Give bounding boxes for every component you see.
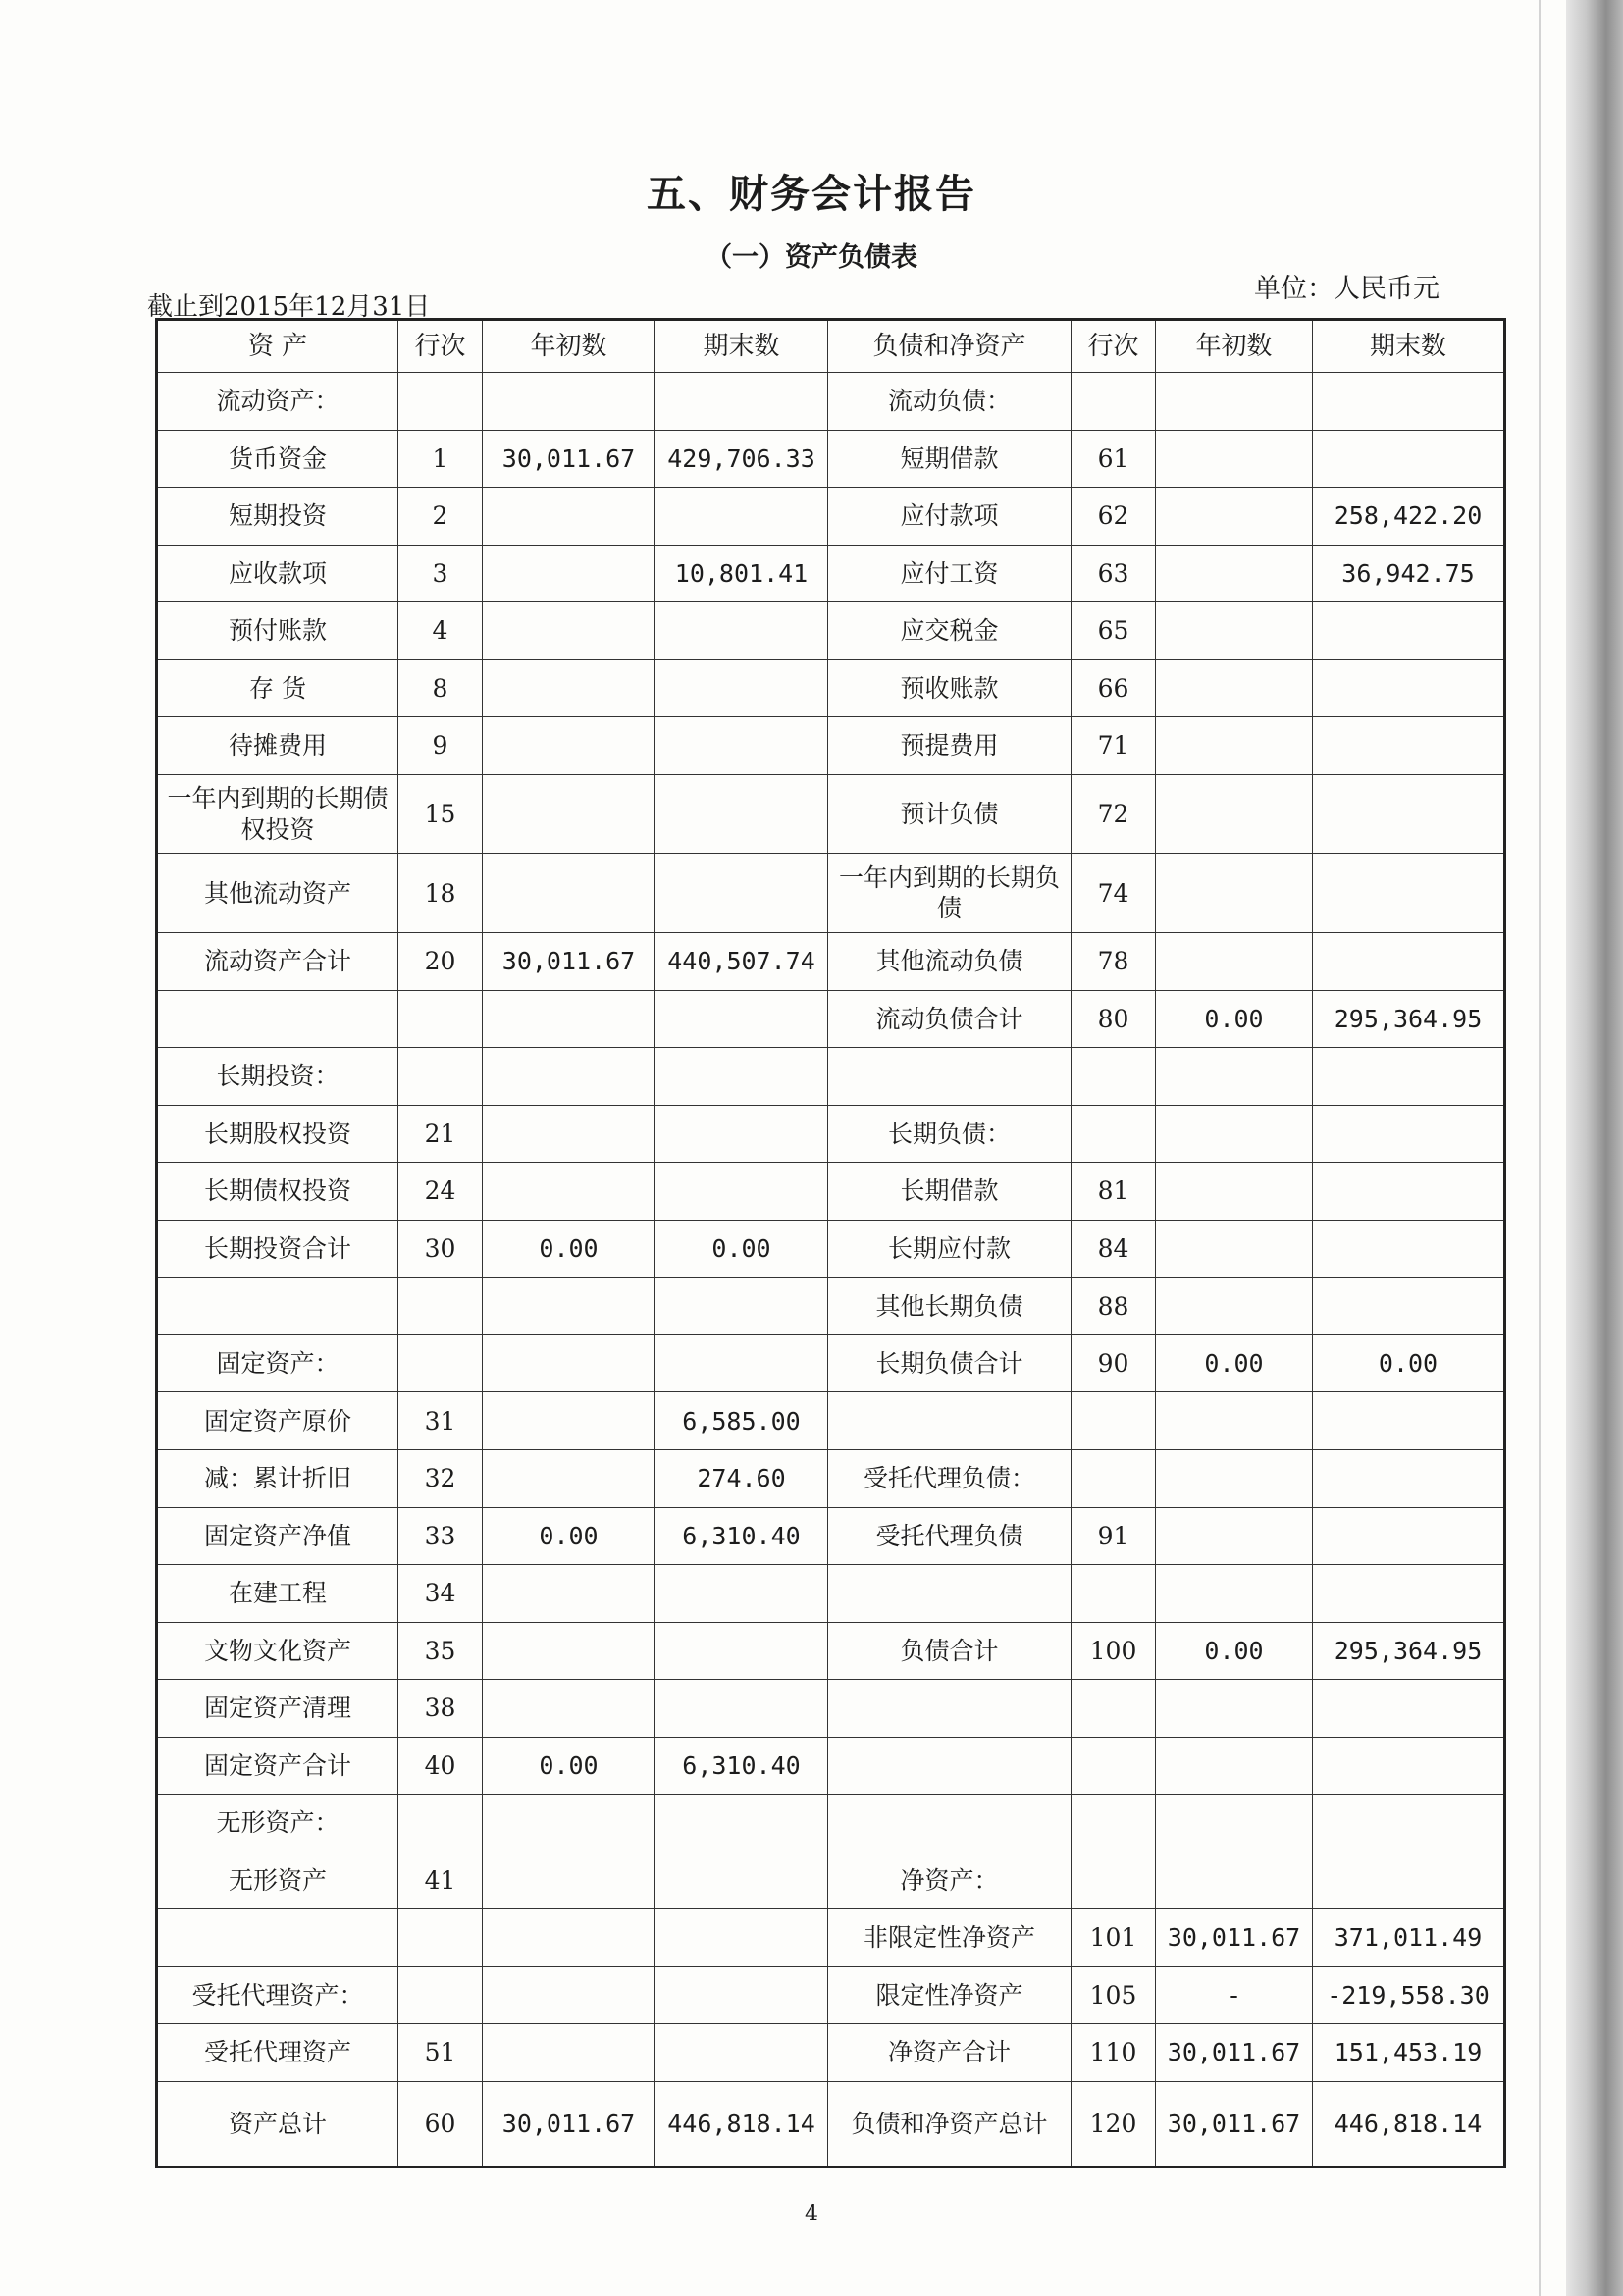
liability-line: [1072, 1852, 1156, 1909]
table-row: [157, 373, 1505, 431]
liability-start-value: [1156, 1278, 1313, 1335]
report-title: 五、财务会计报告: [647, 172, 976, 217]
balance-sheet-table: [155, 318, 1506, 2168]
liability-name: 其他流动负债: [828, 933, 1072, 991]
table-row: [157, 1450, 1505, 1508]
asset-line: 9: [398, 717, 483, 775]
asset-start-value: 30,011.67: [483, 2081, 655, 2166]
asset-end-value: [655, 1163, 828, 1221]
asset-name: 货币资金: [157, 430, 398, 488]
asset-line: 41: [398, 1852, 483, 1909]
asset-line: 1: [398, 430, 483, 488]
liability-start-value: [1156, 488, 1313, 546]
liability-line: 65: [1072, 602, 1156, 660]
currency-unit: 单位：人民币元: [1254, 274, 1440, 304]
table-row: [157, 545, 1505, 602]
liability-start-value: [1156, 659, 1313, 717]
liability-end-value: [1313, 1795, 1505, 1852]
asset-end-value: [655, 1909, 828, 1967]
liability-start-value: [1156, 1105, 1313, 1163]
liability-line: [1072, 373, 1156, 431]
liability-line: 74: [1072, 854, 1156, 933]
liability-end-value: [1313, 717, 1505, 775]
asset-start-value: [483, 1966, 655, 2024]
asset-name: 一年内到期的长期债权投资: [157, 774, 398, 854]
table-row: [157, 990, 1505, 1048]
table-row: [157, 659, 1505, 717]
table-row: [157, 933, 1505, 991]
asset-start-value: [483, 2024, 655, 2082]
asset-name: 受托代理资产：: [157, 1966, 398, 2024]
liability-end-value: -219,558.30: [1313, 1966, 1505, 2024]
asset-end-value: [655, 1565, 828, 1623]
liability-start-value: 0.00: [1156, 1334, 1313, 1392]
liability-start-value: [1156, 1852, 1313, 1909]
asset-line: 21: [398, 1105, 483, 1163]
asset-name: 长期债权投资: [157, 1163, 398, 1221]
table-row: [157, 1392, 1505, 1450]
asset-end-value: [655, 1795, 828, 1852]
liability-start-value: 0.00: [1156, 990, 1313, 1048]
asset-end-value: [655, 774, 828, 854]
asset-end-value: [655, 1048, 828, 1106]
liability-name: 净资产合计: [828, 2024, 1072, 2082]
asset-name: [157, 1278, 398, 1335]
liability-start-value: [1156, 1392, 1313, 1450]
table-row: [157, 1163, 1505, 1221]
scan-edge-shadow: [1566, 0, 1623, 2296]
asset-start-value: [483, 659, 655, 717]
report-date: 截止到2015年12月31日: [147, 292, 431, 322]
table-row: [157, 1105, 1505, 1163]
liability-line: 110: [1072, 2024, 1156, 2082]
page-edge-line: [1539, 0, 1541, 2296]
asset-line: 8: [398, 659, 483, 717]
liability-line: 84: [1072, 1220, 1156, 1278]
asset-line: 60: [398, 2081, 483, 2166]
table-row: [157, 1565, 1505, 1623]
liability-line: [1072, 1450, 1156, 1508]
liability-end-value: [1313, 659, 1505, 717]
liability-name: 负债和净资产总计: [828, 2081, 1072, 2166]
asset-end-value: [655, 854, 828, 933]
asset-end-value: [655, 1680, 828, 1738]
liability-start-value: [1156, 1680, 1313, 1738]
liability-start-value: [1156, 933, 1313, 991]
asset-line: [398, 990, 483, 1048]
liability-end-value: [1313, 1163, 1505, 1221]
table-row: [157, 1220, 1505, 1278]
table-row: [157, 1278, 1505, 1335]
liability-end-value: [1313, 1278, 1505, 1335]
asset-name: 存 货: [157, 659, 398, 717]
table-row: [157, 2081, 1505, 2166]
table-row: [157, 1680, 1505, 1738]
asset-start-value: [483, 1392, 655, 1450]
asset-start-value: [483, 1565, 655, 1623]
asset-end-value: 6,310.40: [655, 1507, 828, 1565]
liability-end-value: [1313, 1048, 1505, 1106]
liability-name: 流动负债：: [828, 373, 1072, 431]
liability-end-value: 295,364.95: [1313, 990, 1505, 1048]
liability-end-value: [1313, 1680, 1505, 1738]
liability-name: 预收账款: [828, 659, 1072, 717]
liability-start-value: 30,011.67: [1156, 1909, 1313, 1967]
table-row: [157, 717, 1505, 775]
liability-name: [828, 1680, 1072, 1738]
liability-name: 其他长期负债: [828, 1278, 1072, 1335]
liability-start-value: [1156, 854, 1313, 933]
asset-line: [398, 1334, 483, 1392]
liability-end-value: [1313, 1852, 1505, 1909]
asset-start-value: [483, 373, 655, 431]
asset-line: [398, 1795, 483, 1852]
header-row: [157, 320, 1505, 373]
liability-name: 长期借款: [828, 1163, 1072, 1221]
table-row: [157, 1737, 1505, 1795]
asset-end-value: [655, 1278, 828, 1335]
asset-start-value: [483, 1852, 655, 1909]
liability-start-value: 0.00: [1156, 1622, 1313, 1680]
liability-start-value: [1156, 1163, 1313, 1221]
asset-name: 长期投资合计: [157, 1220, 398, 1278]
liability-name: 预提费用: [828, 717, 1072, 775]
asset-line: 31: [398, 1392, 483, 1450]
table-row: [157, 854, 1505, 933]
liability-start-value: [1156, 717, 1313, 775]
liability-name: 应付款项: [828, 488, 1072, 546]
liability-end-value: [1313, 373, 1505, 431]
liability-name: 长期负债合计: [828, 1334, 1072, 1392]
table-row: [157, 430, 1505, 488]
liability-start-value: [1156, 602, 1313, 660]
table-row: [157, 488, 1505, 546]
table-row: [157, 602, 1505, 660]
liability-name: 限定性净资产: [828, 1966, 1072, 2024]
liability-end-value: [1313, 933, 1505, 991]
asset-start-value: [483, 1622, 655, 1680]
liability-end-value: [1313, 1392, 1505, 1450]
page-number: 4: [805, 2202, 818, 2226]
asset-line: 15: [398, 774, 483, 854]
asset-start-value: [483, 602, 655, 660]
liability-line: 66: [1072, 659, 1156, 717]
liability-line: 91: [1072, 1507, 1156, 1565]
asset-start-value: [483, 717, 655, 775]
asset-start-value: [483, 1795, 655, 1852]
asset-start-value: 0.00: [483, 1737, 655, 1795]
asset-name: 固定资产净值: [157, 1507, 398, 1565]
liability-start-value: [1156, 1220, 1313, 1278]
asset-line: 24: [398, 1163, 483, 1221]
liability-end-value: [1313, 1450, 1505, 1508]
asset-line: 35: [398, 1622, 483, 1680]
asset-line: 20: [398, 933, 483, 991]
asset-name: 短期投资: [157, 488, 398, 546]
liability-start-value: [1156, 1795, 1313, 1852]
asset-end-value: [655, 1852, 828, 1909]
asset-end-value: [655, 2024, 828, 2082]
asset-start-value: [483, 1680, 655, 1738]
liability-line: 80: [1072, 990, 1156, 1048]
table-subtitle: （一）资产负债表: [706, 242, 917, 273]
liability-name: [828, 1737, 1072, 1795]
liability-start-value: 30,011.67: [1156, 2081, 1313, 2166]
liability-end-value: [1313, 1737, 1505, 1795]
liability-name: 一年内到期的长期负债: [828, 854, 1072, 933]
liability-name: 非限定性净资产: [828, 1909, 1072, 1967]
liability-name: 受托代理负债: [828, 1507, 1072, 1565]
liability-line: 61: [1072, 430, 1156, 488]
liability-end-value: 36,942.75: [1313, 545, 1505, 602]
liability-line: [1072, 1392, 1156, 1450]
asset-end-value: [655, 373, 828, 431]
asset-line: 34: [398, 1565, 483, 1623]
asset-line: 40: [398, 1737, 483, 1795]
header-liability-line: 行次: [1072, 320, 1156, 373]
liability-name: [828, 1392, 1072, 1450]
liability-start-value: [1156, 1048, 1313, 1106]
table-row: [157, 1622, 1505, 1680]
liability-name: 应付工资: [828, 545, 1072, 602]
liability-end-value: 446,818.14: [1313, 2081, 1505, 2166]
asset-name: 长期投资：: [157, 1048, 398, 1106]
liability-end-value: [1313, 774, 1505, 854]
liability-end-value: [1313, 602, 1505, 660]
asset-end-value: 274.60: [655, 1450, 828, 1508]
asset-end-value: 6,310.40: [655, 1737, 828, 1795]
liability-end-value: [1313, 430, 1505, 488]
asset-end-value: 429,706.33: [655, 430, 828, 488]
liability-start-value: [1156, 1507, 1313, 1565]
asset-name: 待摊费用: [157, 717, 398, 775]
liability-name: 受托代理负债：: [828, 1450, 1072, 1508]
asset-end-value: [655, 1622, 828, 1680]
liability-line: 101: [1072, 1909, 1156, 1967]
asset-start-value: 0.00: [483, 1220, 655, 1278]
liability-start-value: [1156, 774, 1313, 854]
liability-start-value: [1156, 1450, 1313, 1508]
asset-end-value: 6,585.00: [655, 1392, 828, 1450]
asset-start-value: [483, 545, 655, 602]
asset-start-value: 30,011.67: [483, 430, 655, 488]
asset-line: [398, 1966, 483, 2024]
liability-line: 88: [1072, 1278, 1156, 1335]
liability-line: 90: [1072, 1334, 1156, 1392]
liability-start-value: [1156, 1565, 1313, 1623]
liability-end-value: 151,453.19: [1313, 2024, 1505, 2082]
asset-name: 流动资产：: [157, 373, 398, 431]
header-start-value: 年初数: [483, 320, 655, 373]
table-row: [157, 1852, 1505, 1909]
liability-start-value: [1156, 373, 1313, 431]
liability-name: [828, 1565, 1072, 1623]
header-end-value: 期末数: [655, 320, 828, 373]
asset-line: 2: [398, 488, 483, 546]
asset-line: 4: [398, 602, 483, 660]
asset-name: 长期股权投资: [157, 1105, 398, 1163]
liability-name: [828, 1048, 1072, 1106]
asset-line: [398, 1278, 483, 1335]
liability-end-value: 295,364.95: [1313, 1622, 1505, 1680]
asset-start-value: [483, 774, 655, 854]
asset-start-value: [483, 1048, 655, 1106]
asset-start-value: [483, 1105, 655, 1163]
liability-name: 应交税金: [828, 602, 1072, 660]
asset-line: 51: [398, 2024, 483, 2082]
asset-start-value: [483, 990, 655, 1048]
table-row: [157, 1966, 1505, 2024]
liability-line: [1072, 1680, 1156, 1738]
liability-line: 62: [1072, 488, 1156, 546]
liability-start-value: -: [1156, 1966, 1313, 2024]
liability-line: 120: [1072, 2081, 1156, 2166]
asset-name: [157, 990, 398, 1048]
header-liability: 负债和净资产: [828, 320, 1072, 373]
asset-end-value: [655, 488, 828, 546]
asset-end-value: [655, 1966, 828, 2024]
asset-line: [398, 1909, 483, 1967]
asset-name: 文物文化资产: [157, 1622, 398, 1680]
asset-name: 固定资产原价: [157, 1392, 398, 1450]
liability-line: 71: [1072, 717, 1156, 775]
asset-end-value: [655, 659, 828, 717]
liability-end-value: [1313, 1565, 1505, 1623]
liability-end-value: [1313, 1105, 1505, 1163]
liability-name: 长期负债：: [828, 1105, 1072, 1163]
liability-line: [1072, 1105, 1156, 1163]
liability-name: 净资产：: [828, 1852, 1072, 1909]
asset-end-value: [655, 990, 828, 1048]
liability-end-value: 371,011.49: [1313, 1909, 1505, 1967]
asset-line: 3: [398, 545, 483, 602]
table-row: [157, 1909, 1505, 1967]
asset-start-value: 30,011.67: [483, 933, 655, 991]
asset-line: 18: [398, 854, 483, 933]
asset-name: 在建工程: [157, 1565, 398, 1623]
asset-line: 30: [398, 1220, 483, 1278]
liability-end-value: 0.00: [1313, 1334, 1505, 1392]
asset-name: 预付账款: [157, 602, 398, 660]
asset-name: 无形资产: [157, 1852, 398, 1909]
asset-end-value: [655, 1334, 828, 1392]
asset-end-value: [655, 1105, 828, 1163]
liability-end-value: [1313, 1220, 1505, 1278]
liability-name: [828, 1795, 1072, 1852]
asset-name: 固定资产：: [157, 1334, 398, 1392]
asset-end-value: [655, 602, 828, 660]
liability-end-value: [1313, 854, 1505, 933]
asset-line: 32: [398, 1450, 483, 1508]
asset-name: 其他流动资产: [157, 854, 398, 933]
asset-line: 33: [398, 1507, 483, 1565]
asset-start-value: 0.00: [483, 1507, 655, 1565]
asset-name: 无形资产：: [157, 1795, 398, 1852]
liability-line: [1072, 1795, 1156, 1852]
asset-name: 资产总计: [157, 2081, 398, 2166]
liability-start-value: [1156, 1737, 1313, 1795]
table-row: [157, 1048, 1505, 1106]
liability-name: 长期应付款: [828, 1220, 1072, 1278]
table-row: [157, 2024, 1505, 2082]
header-liability-start-value: 年初数: [1156, 320, 1313, 373]
table-row: [157, 1507, 1505, 1565]
asset-end-value: 446,818.14: [655, 2081, 828, 2166]
table-row: [157, 774, 1505, 854]
liability-line: 72: [1072, 774, 1156, 854]
liability-name: 流动负债合计: [828, 990, 1072, 1048]
asset-start-value: [483, 1163, 655, 1221]
asset-end-value: 10,801.41: [655, 545, 828, 602]
header-asset: 资 产: [157, 320, 398, 373]
asset-name: 流动资产合计: [157, 933, 398, 991]
liability-end-value: 258,422.20: [1313, 488, 1505, 546]
asset-line: 38: [398, 1680, 483, 1738]
liability-end-value: [1313, 1507, 1505, 1565]
asset-start-value: [483, 1278, 655, 1335]
header-line: 行次: [398, 320, 483, 373]
asset-end-value: [655, 717, 828, 775]
asset-name: 固定资产清理: [157, 1680, 398, 1738]
liability-name: 负债合计: [828, 1622, 1072, 1680]
asset-line: [398, 1048, 483, 1106]
table-row: [157, 1334, 1505, 1392]
asset-name: 减：累计折旧: [157, 1450, 398, 1508]
asset-name: 应收款项: [157, 545, 398, 602]
asset-start-value: [483, 1450, 655, 1508]
liability-line: 105: [1072, 1966, 1156, 2024]
asset-name: [157, 1909, 398, 1967]
asset-name: 受托代理资产: [157, 2024, 398, 2082]
asset-start-value: [483, 1334, 655, 1392]
asset-line: [398, 373, 483, 431]
asset-name: 固定资产合计: [157, 1737, 398, 1795]
liability-start-value: [1156, 545, 1313, 602]
header-liability-end-value: 期末数: [1313, 320, 1505, 373]
liability-line: [1072, 1737, 1156, 1795]
liability-start-value: 30,011.67: [1156, 2024, 1313, 2082]
liability-line: 100: [1072, 1622, 1156, 1680]
liability-line: 63: [1072, 545, 1156, 602]
liability-start-value: [1156, 430, 1313, 488]
liability-name: 短期借款: [828, 430, 1072, 488]
asset-start-value: [483, 488, 655, 546]
asset-start-value: [483, 854, 655, 933]
liability-line: [1072, 1565, 1156, 1623]
table-row: [157, 1795, 1505, 1852]
asset-end-value: 0.00: [655, 1220, 828, 1278]
asset-end-value: 440,507.74: [655, 933, 828, 991]
liability-line: [1072, 1048, 1156, 1106]
liability-name: 预计负债: [828, 774, 1072, 854]
asset-start-value: [483, 1909, 655, 1967]
liability-line: 78: [1072, 933, 1156, 991]
liability-line: 81: [1072, 1163, 1156, 1221]
